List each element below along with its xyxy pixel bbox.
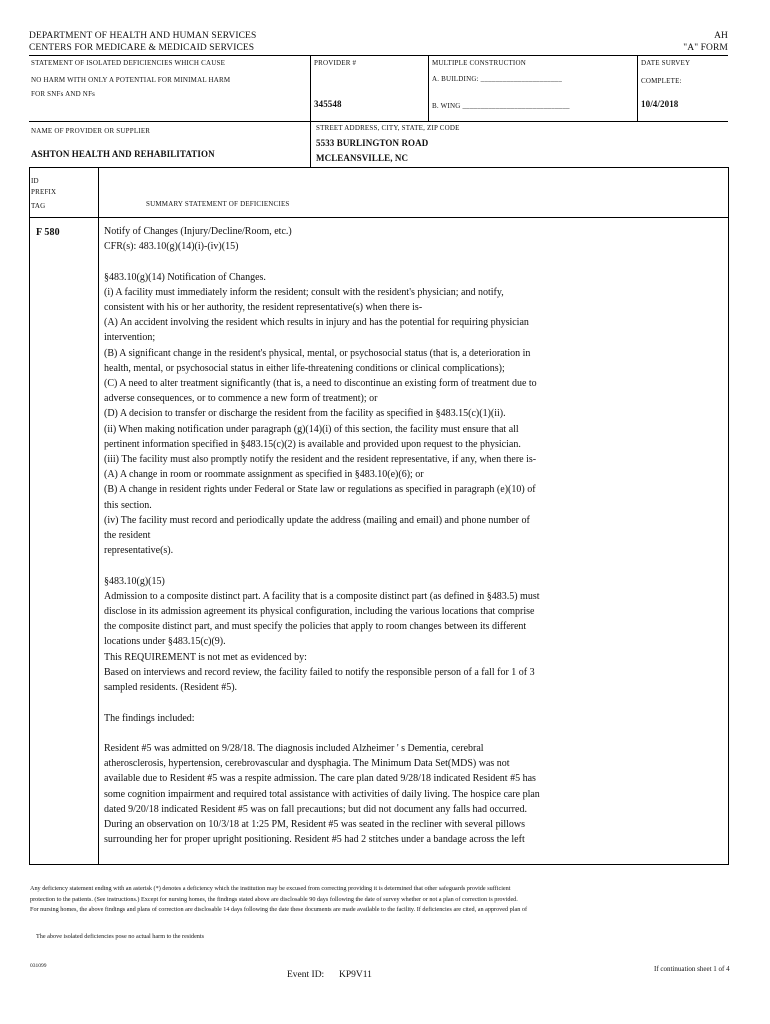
deficiency-text-line: §483.10(g)(15) bbox=[104, 575, 165, 587]
street-address-label: STREET ADDRESS, CITY, STATE, ZIP CODE bbox=[316, 124, 460, 132]
box-left-border bbox=[29, 167, 30, 865]
date-survey-label: DATE SURVEY bbox=[641, 59, 691, 67]
form-row-divider-2 bbox=[29, 167, 728, 168]
deficiency-text-line: During an observation on 10/3/18 at 1:25 PM, Resident #5 was seated in the recliner with several pillows bbox=[104, 818, 526, 830]
deficiency-text-line: locations under §483.15(c)(9). bbox=[104, 636, 226, 648]
deficiency-text-line: representative(s). bbox=[104, 545, 174, 557]
deficiency-text-line: Admission to a composite distinct part. A facility that is a composite distinct part (as defined in §483.5) must bbox=[104, 590, 540, 602]
deficiency-text-line: sampled residents. (Resident #5). bbox=[104, 682, 238, 694]
deficiency-text-line: atherosclerosis, hypertension, cerebrovascular and dysphagia. The Minimum Data Set(MDS) was not bbox=[104, 758, 510, 770]
provider-name: ASHTON HEALTH AND REHABILITATION bbox=[31, 149, 215, 159]
deficiency-text-line: consistent with his or her authority, the resident representative(s) when there is- bbox=[104, 302, 423, 314]
date-value: 10/4/2018 bbox=[641, 99, 679, 109]
deficiency-text-line bbox=[104, 695, 724, 710]
deficiency-text-line: Notify of Changes (Injury/Decline/Room, etc.) bbox=[104, 226, 292, 237]
form-col-divider-1 bbox=[310, 55, 311, 167]
deficiency-text-line: (B) A change in resident rights under Federal or State law or regulations as specified in paragraph (e)(10) of bbox=[104, 484, 536, 496]
deficiency-text-line: (A) A change in room or roommate assignment as specified in §483.10(e)(6); or bbox=[104, 469, 424, 481]
isolated-deficiency-note: The above isolated deficiencies pose no actual harm to the residents bbox=[36, 933, 205, 940]
tag-column-divider bbox=[98, 167, 99, 865]
street-address: 5533 BURLINGTON ROAD bbox=[316, 138, 429, 148]
centers-title: CENTERS FOR MEDICARE & MEDICAID SERVICES bbox=[29, 43, 255, 53]
deficiency-text-line: (D) A decision to transfer or discharge the resident from the facility as specified in §483.15(c)(1)(ii). bbox=[104, 408, 506, 420]
disclosure-note-line: protection to the patients. (See instructions.) Except for nursing homes, the findings stated above are disclosable 90 days following the date of survey whether or not a plan of correction is provided. bbox=[30, 895, 518, 903]
department-title: DEPARTMENT OF HEALTH AND HUMAN SERVICES bbox=[29, 31, 257, 41]
prefix-label: PREFIX bbox=[31, 188, 57, 196]
provider-number: 345548 bbox=[314, 99, 342, 109]
continuation-sheet: If continuation sheet 1 of 4 bbox=[654, 965, 730, 973]
deficiency-text-line: intervention; bbox=[104, 332, 156, 344]
tag-label: TAG bbox=[31, 202, 46, 210]
deficiency-tag: F 580 bbox=[36, 227, 60, 238]
statement-label: STATEMENT OF ISOLATED DEFICIENCIES WHICH CAUSE bbox=[31, 59, 226, 67]
id-label: ID bbox=[31, 177, 39, 185]
deficiency-text-line: (B) A significant change in the resident's physical, mental, or psychosocial status (that is, a deterioration in bbox=[104, 347, 531, 359]
harm-line-2: FOR SNFs AND NFs bbox=[31, 90, 96, 98]
deficiency-text-line: some cognition impairment and required total assistance with activities of daily living. The hospice care plan bbox=[104, 788, 540, 800]
deficiency-text-line: The findings included: bbox=[104, 712, 195, 724]
deficiency-text-line: this section. bbox=[104, 499, 152, 511]
form-col-divider-2 bbox=[428, 55, 429, 121]
form-number: 031099 bbox=[30, 963, 47, 969]
deficiency-text-line: available due to Resident #5 was a respite admission. The care plan dated 9/28/18 indicated Resident #5 has bbox=[104, 773, 536, 785]
box-header-divider bbox=[29, 217, 728, 218]
deficiency-text-line: (i) A facility must immediately inform the resident; consult with the resident's physician; and notify, bbox=[104, 286, 504, 298]
wing-label: B. WING _____________________________ bbox=[432, 102, 570, 110]
deficiency-text-line: the resident bbox=[104, 530, 151, 542]
event-id-value: KP9V11 bbox=[339, 970, 372, 980]
disclosure-note-line: Any deficiency statement ending with an asterisk (*) denotes a deficiency which the institution may be excused from correcting providing it is determined that other safeguards provide sufficient bbox=[30, 885, 511, 892]
deficiency-text-line: the composite distinct part, and must specify the policies that apply to room changes between its different bbox=[104, 621, 527, 633]
deficiency-text-line: (C) A need to alter treatment significantly (that is, a need to discontinue an existing form of treatment due to bbox=[104, 378, 537, 390]
form-row-divider bbox=[29, 121, 728, 122]
deficiency-text-line: disclose in its admission agreement its physical configuration, including the various locations that comprise bbox=[104, 606, 535, 618]
deficiency-text-line bbox=[104, 254, 724, 269]
deficiency-text-line: dated 9/20/18 indicated Resident #5 was on fall precautions; but did not document any falls had occurred. bbox=[104, 803, 527, 815]
deficiency-text-line: This REQUIREMENT is not met as evidenced by: bbox=[104, 651, 307, 663]
building-label: A. BUILDING: ______________________ bbox=[432, 75, 563, 83]
deficiency-text bbox=[104, 224, 724, 847]
multiple-construction-label: MULTIPLE CONSTRUCTION bbox=[432, 59, 526, 67]
form-name: "A" FORM bbox=[683, 43, 728, 53]
form-code-ah: AH bbox=[714, 31, 728, 41]
deficiency-text-line: Resident #5 was admitted on 9/28/18. The diagnosis included Alzheimer ' s Dementia, cerebral bbox=[104, 742, 484, 754]
city-state: MCLEANSVILLE, NC bbox=[316, 153, 409, 163]
deficiency-text-line: §483.10(g)(14) Notification of Changes. bbox=[104, 271, 266, 283]
deficiency-text-line: Based on interviews and record review, the facility failed to notify the responsible person of a fall for 1 of 3 bbox=[104, 666, 535, 678]
deficiency-text-line: (iv) The facility must record and periodically update the address (mailing and email) and phone number of bbox=[104, 514, 530, 526]
disclosure-note-line: For nursing homes, the above findings and plans of correction are disclosable 14 days following the date these documents are made available to the facility. If deficiencies are cited, an approved plan of bbox=[30, 906, 528, 913]
box-right-border bbox=[728, 167, 729, 865]
deficiency-text-line: (A) An accident involving the resident which results in injury and has the potential for requiring physician bbox=[104, 317, 529, 329]
deficiency-text-line: (iii) The facility must also promptly notify the resident and the resident representative, if any, when there is- bbox=[104, 454, 537, 466]
form-col-divider-3 bbox=[637, 55, 638, 121]
event-id-label: Event ID: bbox=[287, 970, 325, 980]
box-bottom-border bbox=[29, 864, 729, 865]
deficiency-text-line bbox=[104, 726, 724, 741]
deficiency-text-line: surrounding her for proper upright positioning. Resident #5 had 2 stitches under a bandage across the left bbox=[104, 834, 525, 846]
harm-line-1: NO HARM WITH ONLY A POTENTIAL FOR MINIMAL HARM bbox=[31, 76, 231, 84]
deficiency-text-line: CFR(s): 483.10(g)(14)(i)-(iv)(15) bbox=[104, 241, 239, 253]
deficiency-text-line: (ii) When making notification under paragraph (g)(14)(i) of this section, the facility must ensure that all bbox=[104, 423, 519, 435]
disclosure-note bbox=[30, 884, 740, 916]
complete-label: COMPLETE: bbox=[641, 77, 682, 85]
deficiency-text-line: health, mental, or psychosocial status in either life-threatening conditions or clinical complications); bbox=[104, 362, 505, 374]
deficiency-text-line: pertinent information specified in §483.15(c)(2) is available and provided upon request to the physician. bbox=[104, 438, 521, 450]
deficiency-text-line bbox=[104, 558, 724, 573]
deficiency-text-line: adverse consequences, or to commence a new form of treatment); or bbox=[104, 393, 378, 405]
summary-statement-label: SUMMARY STATEMENT OF DEFICIENCIES bbox=[146, 200, 290, 208]
provider-name-label: NAME OF PROVIDER OR SUPPLIER bbox=[31, 127, 151, 135]
form-top-border bbox=[29, 55, 728, 56]
provider-label: PROVIDER # bbox=[314, 59, 357, 67]
